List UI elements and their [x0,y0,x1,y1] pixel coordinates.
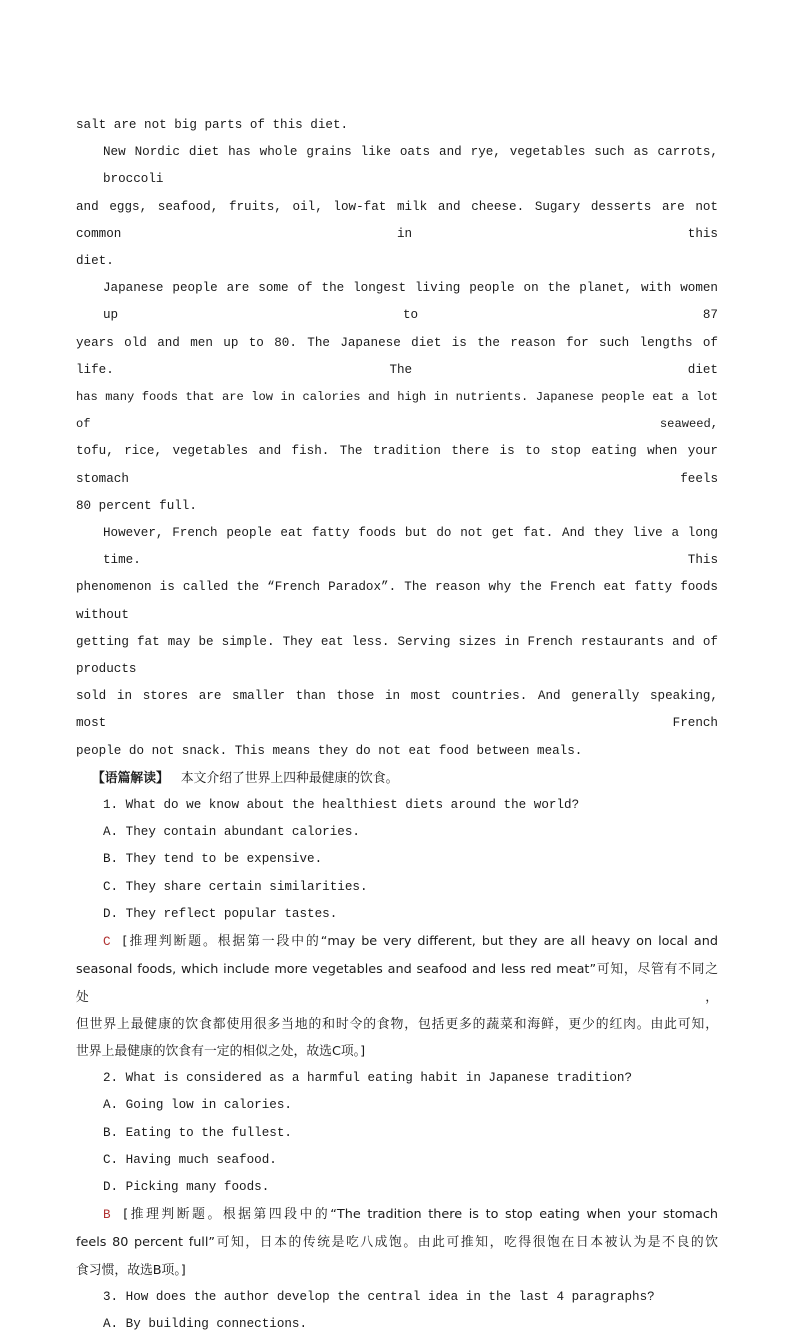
passage-line: people do not snack. This means they do not eat food between meals. [76,743,583,758]
question-2 [76,1065,718,1284]
explanation-line: 食习惯，故选B项。] [76,1262,186,1278]
question-stem: 1. What do we know about the healthiest diets around the world? [103,798,580,813]
passage-line: salt are not big parts of this diet. [76,118,349,132]
option-a: A. By building connections. [103,1316,308,1331]
explanation-line: 但世界上最健康的饮食都使用很多当地的和时令的食物，包括更多的蔬菜和海鲜，更少的红肉。由此可知， [76,1016,718,1032]
document-page [76,112,718,1338]
option-c: C. They share certain similarities. [103,879,368,894]
passage-line: Japanese people are some of the longest living people on the planet, with women up to 87 [103,281,718,323]
question-3 [76,1284,718,1338]
option-b: B. Eating to the fullest. [103,1125,292,1140]
passage-line: 80 percent full. [76,498,197,513]
passage-line: and eggs, seafood, fruits, oil, low-fat milk and cheese. Sugary desserts are not common in this [76,199,718,241]
answer-letter: C [103,935,111,950]
passage-line: sold in stores are smaller than those in most countries. And generally speaking, most French [76,689,718,731]
explanation-line [76,1201,718,1229]
answer-letter: B [103,1208,111,1223]
question-1 [76,792,718,1065]
option-d: D. They reflect popular tastes. [103,906,338,921]
explanation-text: [推理判断题。根据第四段中的“The tradition there is to stop eating when your stomach [123,1207,718,1223]
passage-line: phenomenon is called the “French Paradox”. The reason why the French eat fatty foods without [76,580,718,622]
question-stem: 3. How does the author develop the central idea in the last 4 paragraphs? [103,1289,655,1304]
analysis-label: 【语篇解读】 [92,770,169,786]
option-c: C. Having much seafood. [103,1152,277,1167]
option-a: A. They contain abundant calories. [103,825,360,840]
question-stem: 2. What is considered as a harmful eating habit in Japanese tradition? [103,1071,633,1086]
explanation-line [76,928,718,956]
explanation-line: seasonal foods, which include more vegetables and seafood and less red meat”可知，尽管有不同之处， [76,962,718,1005]
option-b: B. They tend to be expensive. [103,852,323,867]
option-a: A. Going low in calories. [103,1098,292,1113]
explanation-line: 世界上最健康的饮食有一定的相似之处，故选C项。] [76,1043,366,1059]
passage-line: However, French people eat fatty foods but do not get fat. And they live a long time. This [103,526,718,568]
passage-line: has many foods that are low in calories and high in nutrients. Japanese people eat a lot of seaweed, [76,390,718,432]
analysis-line [76,765,718,792]
passage [76,112,718,765]
passage-line: years old and men up to 80. The Japanese diet is the reason for such lengths of life. The diet [76,335,718,377]
passage-line: tofu, rice, vegetables and fish. The tradition there is to stop eating when your stomach feels [76,444,718,486]
passage-line: New Nordic diet has whole grains like oats and rye, vegetables such as carrots, broccoli [103,145,718,187]
analysis-text: 本文介绍了世界上四种最健康的饮食。 [180,770,399,786]
explanation-text: [推理判断题。根据第一段中的“may be very different, but they are all heavy on local and [122,934,718,950]
option-d: D. Picking many foods. [103,1179,270,1194]
explanation-line: feels 80 percent full”可知，日本的传统是吃八成饱。由此可推知，吃得很饱在日本被认为是不良的饮 [76,1235,718,1251]
passage-line: getting fat may be simple. They eat less. Serving sizes in French restaurants and of products [76,634,718,677]
passage-line: diet. [76,254,114,269]
